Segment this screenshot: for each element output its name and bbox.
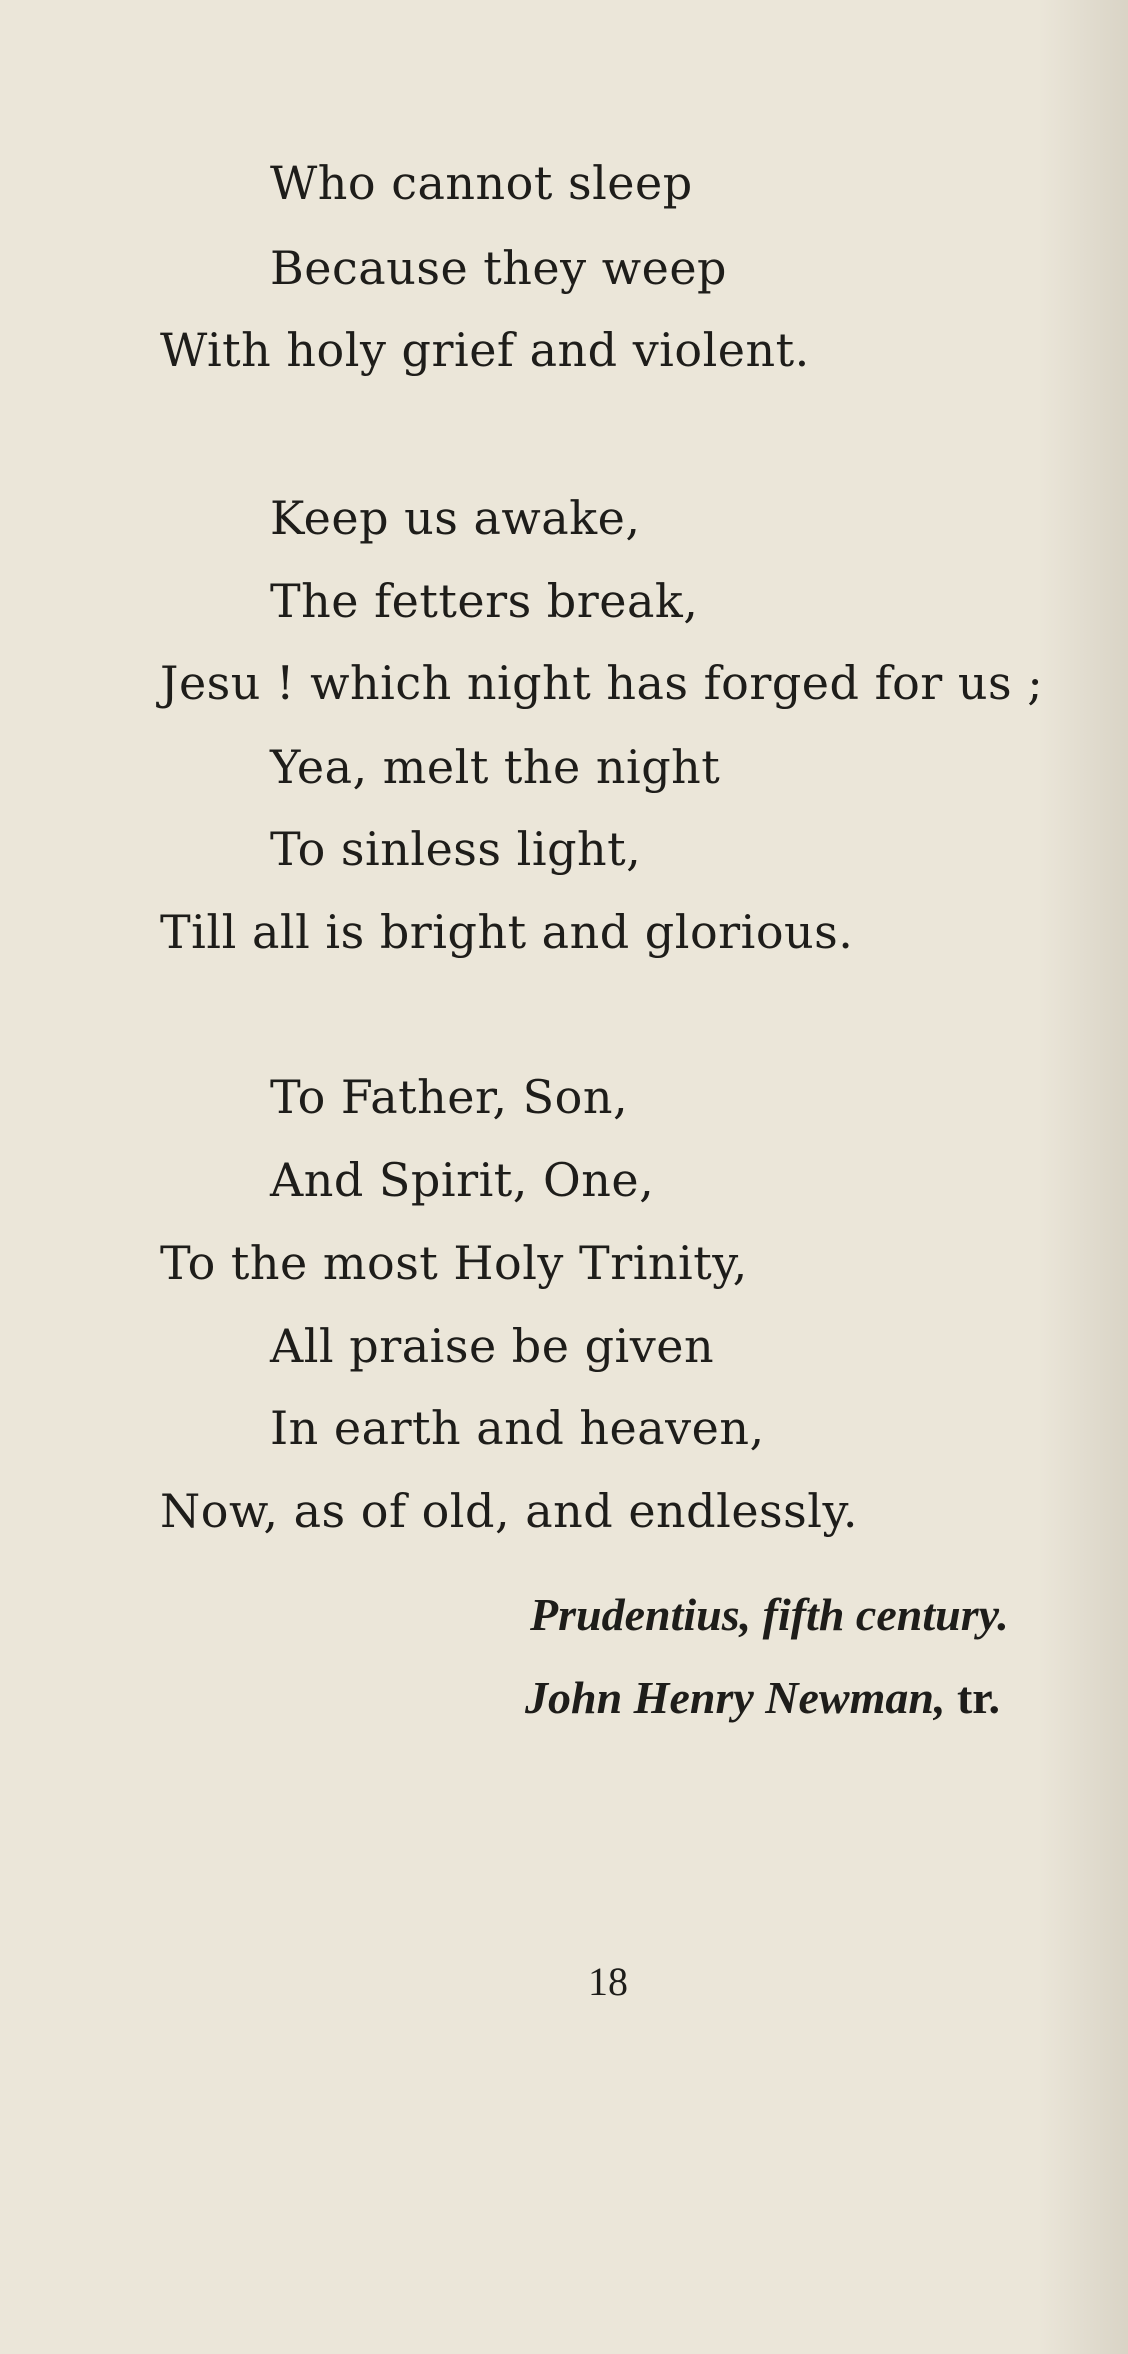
poem-line: Because they weep bbox=[270, 241, 727, 295]
poem-line: Who cannot sleep bbox=[270, 156, 693, 210]
poem-line: In earth and heaven, bbox=[270, 1401, 765, 1455]
poem-line: With holy grief and violent. bbox=[160, 323, 810, 377]
translator-name: John Henry Newman, bbox=[525, 1672, 946, 1723]
poem-line: To the most Holy Trinity, bbox=[160, 1236, 748, 1290]
translator-attribution bbox=[525, 1672, 1000, 1723]
poem-line: Now, as of old, and endlessly. bbox=[160, 1484, 858, 1538]
poem-line: All praise be given bbox=[270, 1319, 715, 1373]
poem-line: Yea, melt the night bbox=[270, 740, 721, 794]
poem-line: To Father, Son, bbox=[270, 1070, 629, 1124]
author-attribution: Prudentius, fifth century. bbox=[530, 1589, 1009, 1640]
poem-line: To sinless light, bbox=[270, 822, 642, 876]
poem-line: Till all is bright and glorious. bbox=[160, 905, 854, 959]
page-number: 18 bbox=[588, 1959, 628, 2004]
translator-suffix: tr. bbox=[956, 1672, 1000, 1723]
poem-line: Jesu ! which night has forged for us ; bbox=[160, 656, 1044, 710]
poem-line: The fetters break, bbox=[270, 574, 699, 628]
poem-line: And Spirit, One, bbox=[270, 1153, 655, 1207]
poem-line: Keep us awake, bbox=[270, 491, 641, 545]
